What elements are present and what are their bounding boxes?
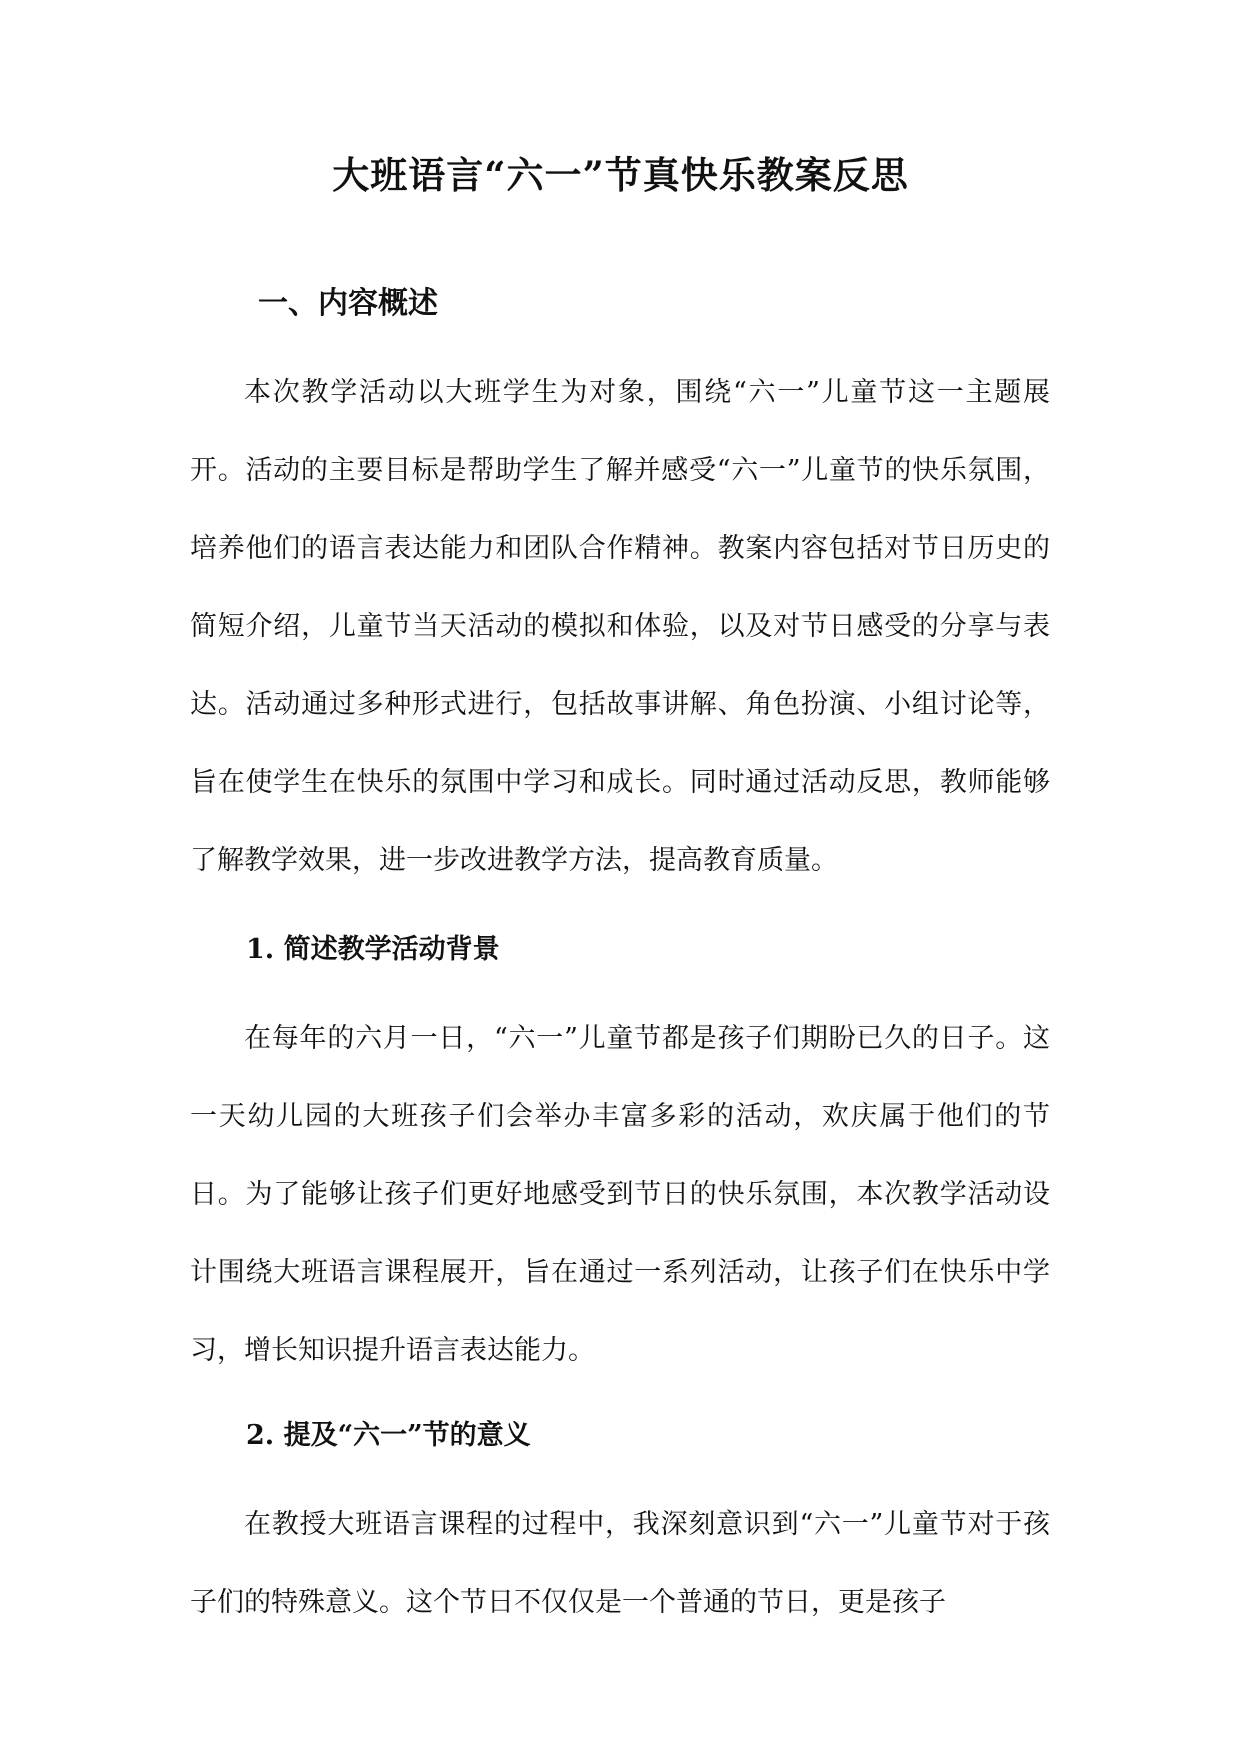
section-heading-overview: 一、内容概述	[258, 286, 438, 321]
document-title: 大班语言“六一”节真快乐教案反思	[332, 153, 909, 197]
paragraph-overview: 本次教学活动以大班学生为对象，围绕“六一”儿童节这一主题展开。活动的主要目标是帮助学生了解并感受“六一”儿童节的快乐氛围，培养他们的语言表达能力和团队合作精神。教案内容包括对节日历史的简短介绍，儿童节当天活动的模拟和体验，以及对节日感受的分享与表达。活动通过多种形式进行，包括故事讲解、角色扮演、小组讨论等，旨在使学生在快乐的氛围中学习和成长。同时通过活动反思，教师能够了解教学效果，进一步改进教学方法，提高教育质量。	[190, 377, 1050, 876]
paragraph-significance: 在教授大班语言课程的过程中，我深刻意识到“六一”儿童节对于孩子们的特殊意义。这个节日不仅仅是一个普通的节日，更是孩子	[190, 1509, 1050, 1618]
paragraph-background: 在每年的六月一日，“六一”儿童节都是孩子们期盼已久的日子。这一天幼儿园的大班孩子们会举办丰富多彩的活动，欢庆属于他们的节日。为了能够让孩子们更好地感受到节日的快乐氛围，本次教学活动设计围绕大班语言课程展开，旨在通过一系列活动，让孩子们在快乐中学习，增长知识提升语言表达能力。	[190, 1023, 1050, 1366]
subheading-significance: 2. 提及“六一”节的意义	[246, 1420, 531, 1451]
subheading-background: 1. 简述教学活动背景	[246, 934, 500, 965]
